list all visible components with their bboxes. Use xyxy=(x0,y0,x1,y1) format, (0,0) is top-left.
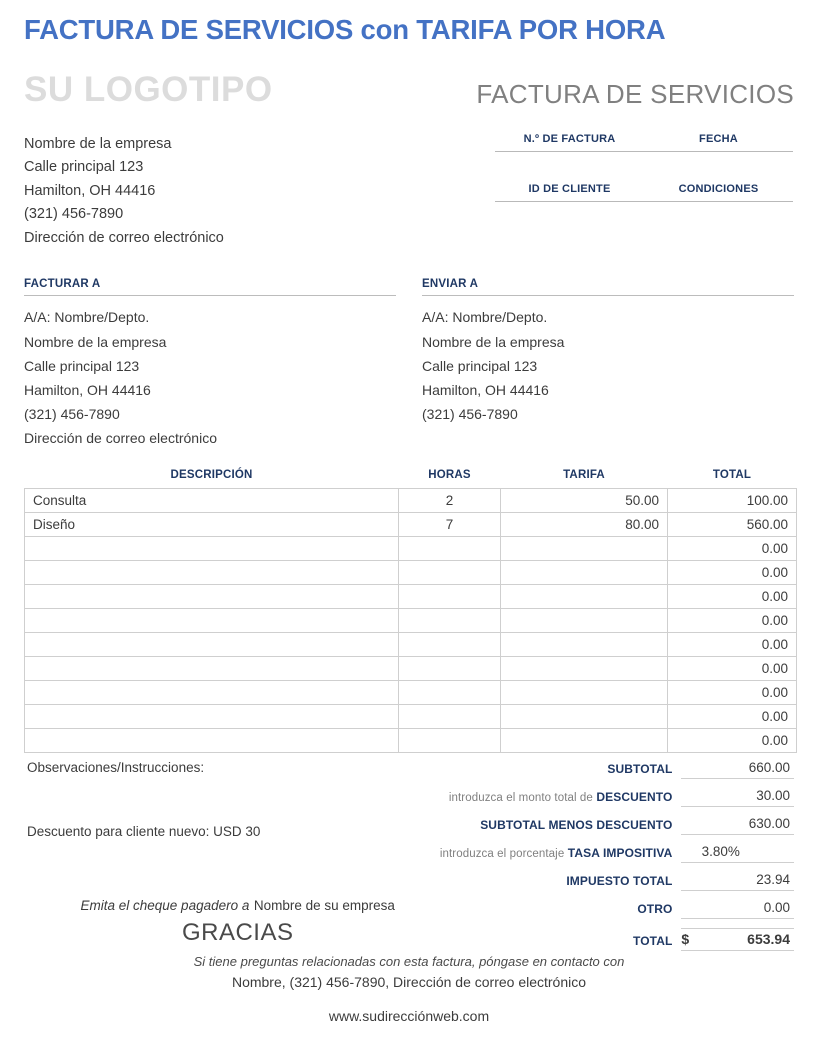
bill-to-line[interactable]: Calle principal 123 xyxy=(24,357,140,374)
footer-website[interactable]: www.sudirecciónweb.com xyxy=(328,1008,490,1024)
totals-block xyxy=(424,760,794,951)
customer-meta-value-row xyxy=(495,202,793,233)
notes-label: Observaciones/Instrucciones: xyxy=(27,759,205,775)
total-tax-value: 23.94 xyxy=(681,872,794,891)
column-header-description: DESCRIPCIÓN xyxy=(170,468,253,481)
cell-rate[interactable] xyxy=(501,704,668,728)
ship-to-line[interactable]: Nombre de la empresa xyxy=(422,333,565,350)
company-address-line: Nombre de la empresa xyxy=(24,136,172,152)
invoice-date-label: FECHA xyxy=(699,133,738,145)
company-address-line: Dirección de correo electrónico xyxy=(24,229,224,246)
discount-hint: introduzca el monto total de xyxy=(448,791,593,804)
cell-total: 0.00 xyxy=(668,704,797,728)
grand-total-label: TOTAL xyxy=(633,933,673,948)
ship-to-line[interactable]: (321) 456-7890 xyxy=(422,405,518,422)
bill-to-divider xyxy=(24,295,396,296)
table-row xyxy=(25,608,797,632)
company-address-block xyxy=(24,133,394,250)
cell-rate[interactable] xyxy=(501,536,668,560)
subtotal-row xyxy=(424,760,794,779)
cell-total: 0.00 xyxy=(668,632,797,656)
cell-total: 0.00 xyxy=(668,536,797,560)
parties-section xyxy=(24,278,794,449)
upper-section xyxy=(24,133,794,250)
column-header-total: TOTAL xyxy=(712,468,752,481)
grand-total-row xyxy=(424,928,794,951)
footer xyxy=(0,954,818,1024)
cell-total: 0.00 xyxy=(668,584,797,608)
total-tax-label: IMPUESTO TOTAL xyxy=(566,873,673,888)
table-row xyxy=(25,656,797,680)
cell-rate[interactable] xyxy=(501,728,668,752)
ship-to-line[interactable]: Calle principal 123 xyxy=(422,357,538,374)
table-row xyxy=(25,728,797,752)
invoice-meta-block xyxy=(495,133,793,250)
cell-hours[interactable] xyxy=(399,632,501,656)
bill-to-title: FACTURAR A xyxy=(24,278,101,291)
subtotal-less-discount-row xyxy=(424,816,794,835)
ship-to-divider xyxy=(422,295,794,296)
total-tax-row xyxy=(424,872,794,891)
payable-line xyxy=(27,897,424,915)
cell-description[interactable] xyxy=(25,632,399,656)
cell-hours[interactable]: 7 xyxy=(399,512,501,536)
cell-total: 0.00 xyxy=(668,656,797,680)
line-items-body xyxy=(25,488,797,752)
cell-rate[interactable] xyxy=(501,584,668,608)
column-header-hours: HORAS xyxy=(428,468,471,481)
table-row xyxy=(25,536,797,560)
terms-field[interactable] xyxy=(644,202,793,233)
table-header-row xyxy=(25,469,797,489)
table-row xyxy=(25,512,797,536)
subtotal-less-discount-value: 630.00 xyxy=(681,816,794,835)
cell-total: 0.00 xyxy=(668,560,797,584)
grand-total-value-cell xyxy=(681,928,794,951)
page-title: FACTURA DE SERVICIOS con TARIFA POR HORA xyxy=(24,14,666,45)
table-row xyxy=(25,632,797,656)
payable-company-name[interactable]: Nombre de su empresa xyxy=(253,897,395,913)
other-row xyxy=(424,900,794,919)
notes-value[interactable]: Descuento para cliente nuevo: USD 30 xyxy=(27,823,261,839)
ship-to-title: ENVIAR A xyxy=(422,278,479,291)
subtotal-less-discount-label: SUBTOTAL MENOS DESCUENTO xyxy=(480,817,673,832)
bill-to-block xyxy=(24,278,396,449)
invoice-number-field[interactable] xyxy=(495,152,644,183)
tax-rate-hint: introduzca el porcentaje xyxy=(439,847,565,860)
cell-description[interactable] xyxy=(25,704,399,728)
cell-hours[interactable] xyxy=(399,728,501,752)
company-address-line: Calle principal 123 xyxy=(24,159,144,176)
footer-question-line: Si tiene preguntas relacionadas con esta factura, póngase en contacto con xyxy=(193,954,625,969)
column-header-rate: TARIFA xyxy=(563,468,605,481)
other-label: OTRO xyxy=(637,901,673,916)
table-row xyxy=(25,680,797,704)
bottom-section xyxy=(24,760,794,951)
bill-to-line[interactable]: Hamilton, OH 44416 xyxy=(24,381,151,398)
tax-rate-label-text: TASA IMPOSITIVA xyxy=(567,845,673,860)
cell-description[interactable]: Diseño xyxy=(25,512,399,536)
cell-hours[interactable] xyxy=(399,608,501,632)
discount-label xyxy=(424,790,681,807)
table-row xyxy=(25,584,797,608)
other-value[interactable]: 0.00 xyxy=(681,900,794,919)
table-row xyxy=(25,488,797,512)
notes-block xyxy=(24,760,424,951)
tax-rate-label xyxy=(424,846,681,863)
tax-rate-row xyxy=(424,844,794,863)
invoice-heading: FACTURA DE SERVICIOS xyxy=(476,79,794,109)
cell-hours[interactable] xyxy=(399,704,501,728)
line-items-section xyxy=(24,469,794,753)
cell-hours[interactable] xyxy=(399,560,501,584)
cell-description[interactable] xyxy=(25,560,399,584)
bill-to-line[interactable]: A/A: Nombre/Depto. xyxy=(24,309,150,326)
cell-rate[interactable] xyxy=(501,656,668,680)
cell-hours[interactable] xyxy=(399,680,501,704)
customer-id-label: ID DE CLIENTE xyxy=(528,183,611,195)
bill-to-line[interactable]: Dirección de correo electrónico xyxy=(24,429,217,446)
cell-total: 100.00 xyxy=(668,488,797,512)
cell-description[interactable] xyxy=(25,608,399,632)
invoice-meta-header-row xyxy=(495,133,793,151)
ship-to-line[interactable]: Hamilton, OH 44416 xyxy=(422,381,549,398)
tax-rate-value[interactable]: 3.80% xyxy=(681,844,794,863)
footer-contact-line: Nombre, (321) 456-7890, Dirección de correo electrónico xyxy=(231,974,587,990)
cell-hours[interactable] xyxy=(399,536,501,560)
cell-description[interactable] xyxy=(25,584,399,608)
cell-hours[interactable]: 2 xyxy=(399,488,501,512)
payable-prefix: Emita el cheque pagadero a xyxy=(80,897,250,913)
cell-rate[interactable] xyxy=(501,608,668,632)
discount-label-text: DESCUENTO xyxy=(596,789,673,804)
subtotal-label: SUBTOTAL xyxy=(607,761,673,776)
invoice-date-field[interactable] xyxy=(644,152,793,183)
cell-total: 0.00 xyxy=(668,680,797,704)
bill-to-line[interactable]: (321) 456-7890 xyxy=(24,405,120,422)
customer-meta-header-row xyxy=(495,183,793,201)
company-address-line: (321) 456-7890 xyxy=(24,206,124,223)
company-address-line: Hamilton, OH 44416 xyxy=(24,182,156,199)
cell-rate[interactable] xyxy=(501,680,668,704)
cell-description[interactable] xyxy=(25,536,399,560)
line-items-table xyxy=(24,469,797,753)
discount-value[interactable]: 30.00 xyxy=(681,788,794,807)
subtotal-value: 660.00 xyxy=(681,760,794,779)
ship-to-line[interactable]: A/A: Nombre/Depto. xyxy=(422,309,548,326)
invoice-meta-value-row xyxy=(495,152,793,183)
table-row xyxy=(25,560,797,584)
ship-to-block xyxy=(422,278,794,449)
cell-rate[interactable] xyxy=(501,632,668,656)
invoice-number-label: N.º DE FACTURA xyxy=(523,133,616,145)
cell-hours[interactable] xyxy=(399,584,501,608)
bill-to-line[interactable]: Nombre de la empresa xyxy=(24,333,167,350)
cell-rate[interactable]: 80.00 xyxy=(501,512,668,536)
cell-rate[interactable] xyxy=(501,560,668,584)
cell-description[interactable] xyxy=(25,680,399,704)
discount-row xyxy=(424,788,794,807)
cell-description[interactable] xyxy=(25,656,399,680)
currency-symbol: $ xyxy=(681,930,690,947)
table-row xyxy=(25,704,797,728)
thanks-text: GRACIAS xyxy=(181,918,294,946)
company-logo-placeholder[interactable]: SU LOGOTIPO xyxy=(24,70,273,109)
cell-total: 0.00 xyxy=(668,728,797,752)
cell-hours[interactable] xyxy=(399,656,501,680)
cell-total: 0.00 xyxy=(668,608,797,632)
cell-total: 560.00 xyxy=(668,512,797,536)
grand-total-value: 653.94 xyxy=(747,930,790,947)
logo-row xyxy=(24,72,794,107)
cell-description[interactable]: Consulta xyxy=(25,488,399,512)
cell-description[interactable] xyxy=(25,728,399,752)
cell-rate[interactable]: 50.00 xyxy=(501,488,668,512)
customer-id-field[interactable] xyxy=(495,202,644,233)
terms-label: CONDICIONES xyxy=(678,183,759,195)
